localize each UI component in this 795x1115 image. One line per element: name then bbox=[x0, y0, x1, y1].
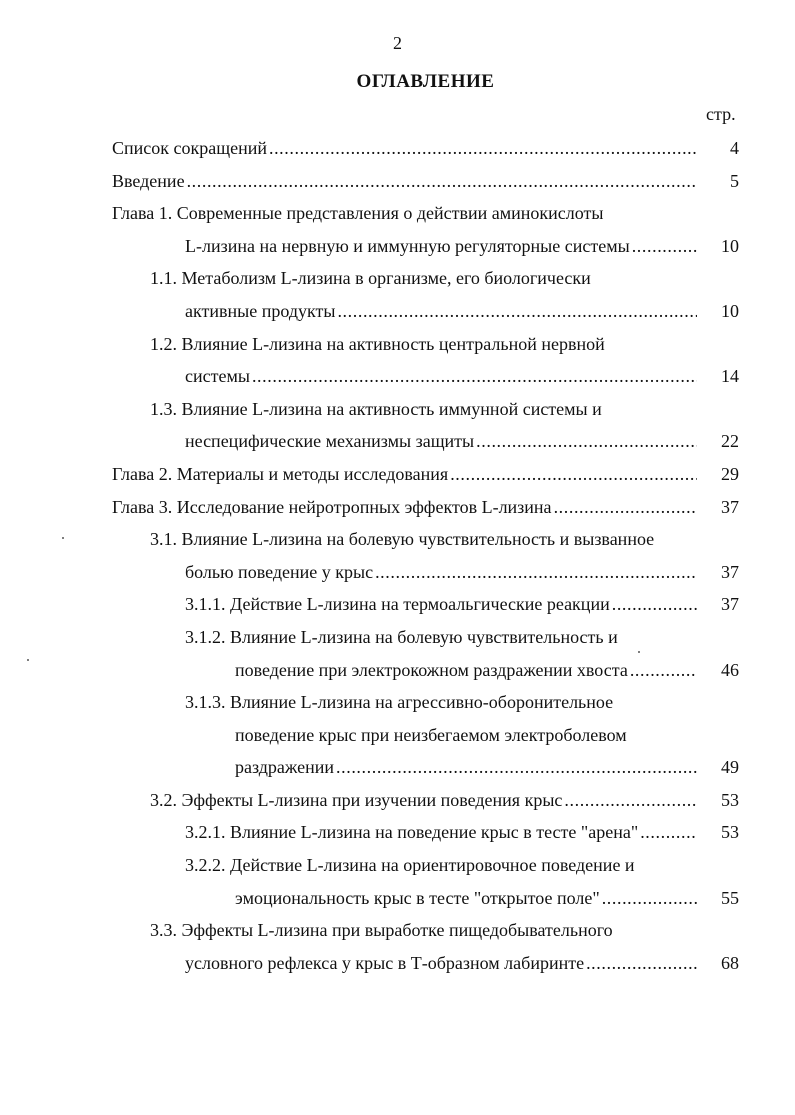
toc-entry-text: 3.1.3. Влияние L-лизина на агрессивно-оборонительное bbox=[185, 692, 614, 713]
toc-entry-line bbox=[185, 686, 795, 719]
dot-leader bbox=[269, 132, 697, 165]
toc-entry-line bbox=[150, 262, 795, 295]
dot-leader bbox=[450, 458, 697, 491]
toc-entry bbox=[0, 849, 795, 914]
toc-entry-final-line bbox=[185, 947, 697, 980]
toc-entry-text: 1.1. Метаболизм L-лизина в организме, его биологически bbox=[150, 268, 591, 289]
toc-entry-final-line bbox=[112, 491, 697, 524]
dot-leader bbox=[554, 491, 697, 524]
toc-entry-text: 3.3. Эффекты L-лизина при выработке пищедобывательного bbox=[150, 920, 613, 941]
dot-leader bbox=[602, 882, 697, 915]
toc-entry-final-line bbox=[185, 295, 697, 328]
toc-entry-final-line bbox=[235, 882, 697, 915]
toc-entry-line bbox=[150, 523, 795, 556]
dot-leader bbox=[187, 165, 697, 198]
dot-leader bbox=[336, 751, 697, 784]
toc-entry-final-line bbox=[235, 751, 697, 784]
toc-entry-text: L-лизина на нервную и иммунную регуляторные системы bbox=[185, 235, 630, 256]
dot-leader bbox=[612, 588, 697, 621]
toc-page-number: 53 bbox=[721, 789, 739, 810]
toc-page-number: 14 bbox=[721, 366, 739, 387]
toc-entry-text: 3.1. Влияние L-лизина на болевую чувствительность и вызванное bbox=[150, 529, 655, 550]
toc-page-number: 49 bbox=[721, 757, 739, 778]
scan-speck bbox=[62, 537, 64, 539]
toc-entry-final-line bbox=[185, 360, 697, 393]
toc-entry bbox=[0, 197, 795, 262]
toc-entry-final-line bbox=[185, 425, 697, 458]
scan-speck bbox=[638, 651, 640, 653]
dot-leader bbox=[337, 295, 697, 328]
toc-entry-final-line bbox=[112, 132, 697, 165]
toc-entry-text: Глава 2. Материалы и методы исследования bbox=[112, 463, 449, 484]
toc-entry-text: системы bbox=[185, 366, 250, 387]
toc-entry-text: раздражении bbox=[235, 757, 335, 778]
toc-entry bbox=[0, 165, 795, 198]
toc-entry bbox=[0, 816, 795, 849]
toc-page-number: 53 bbox=[721, 822, 739, 843]
toc-page-number: 29 bbox=[721, 463, 739, 484]
toc-entry-text: поведение при электрокожном раздражении хвоста bbox=[235, 659, 628, 680]
toc-entry-text: Введение bbox=[112, 170, 185, 191]
toc-entry-line bbox=[185, 621, 795, 654]
toc-entry bbox=[0, 621, 795, 686]
dot-leader bbox=[640, 816, 697, 849]
toc-entry bbox=[0, 328, 795, 393]
toc-entry-final-line bbox=[235, 654, 697, 687]
toc-entry bbox=[0, 393, 795, 458]
toc-entry-line bbox=[185, 849, 795, 882]
toc-entry bbox=[0, 523, 795, 588]
toc-entry-final-line bbox=[112, 165, 697, 198]
toc-entry-line bbox=[150, 393, 795, 426]
toc-entry-line bbox=[112, 197, 795, 230]
toc-entry-text: 3.1.1. Действие L-лизина на термоальгические реакции bbox=[185, 594, 610, 615]
toc-page-number: 4 bbox=[730, 138, 739, 158]
toc-entry-final-line bbox=[185, 816, 697, 849]
toc-page-number: 37 bbox=[721, 594, 739, 615]
toc-page-number: 10 bbox=[721, 235, 739, 256]
pages-column-label: стр. bbox=[706, 104, 736, 124]
dot-leader bbox=[632, 230, 697, 263]
toc-entry-text: болью поведение у крыс bbox=[185, 561, 374, 582]
toc-page-number: 37 bbox=[721, 561, 739, 582]
toc-entry-line bbox=[150, 328, 795, 361]
toc-entry-text: Глава 3. Исследование нейротропных эффектов L-лизина bbox=[112, 496, 552, 517]
toc-entry-text: эмоциональность крыс в тесте "открытое поле" bbox=[235, 887, 600, 908]
dot-leader bbox=[252, 360, 697, 393]
toc-entry bbox=[0, 588, 795, 621]
toc-entry-text: неспецифические механизмы защиты bbox=[185, 431, 475, 452]
toc-entry bbox=[0, 784, 795, 817]
toc-page-number: 10 bbox=[721, 300, 739, 321]
page-number: 2 bbox=[393, 33, 402, 53]
toc-entry-text: Список сокращений bbox=[112, 138, 267, 158]
toc-entry-line bbox=[235, 719, 795, 752]
toc-entry-text: условного рефлекса у крыс в Т-образном лабиринте bbox=[185, 952, 585, 973]
toc-page-number: 68 bbox=[721, 952, 739, 973]
toc-entry bbox=[0, 491, 795, 524]
toc-page-number: 55 bbox=[721, 887, 739, 908]
toc-entry-text: 1.3. Влияние L-лизина на активность иммунной системы и bbox=[150, 398, 602, 419]
toc-entry-text: 3.2. Эффекты L-лизина при изучении поведения крыс bbox=[150, 789, 563, 810]
page-title: ОГЛАВЛЕНИЕ bbox=[356, 71, 495, 92]
toc-entry-final-line bbox=[185, 556, 697, 589]
dot-leader bbox=[630, 654, 697, 687]
dot-leader bbox=[564, 784, 697, 817]
toc-entry-final-line bbox=[112, 458, 697, 491]
scan-speck bbox=[27, 659, 29, 661]
toc-entry-text: 3.2.2. Действие L-лизина на ориентировочное поведение и bbox=[185, 855, 635, 876]
table-of-contents bbox=[0, 132, 795, 979]
toc-entry-text: Глава 1. Современные представления о действии аминокислоты bbox=[112, 203, 604, 224]
toc-page-number: 37 bbox=[721, 496, 739, 517]
toc-entry-text: 1.2. Влияние L-лизина на активность центральной нервной bbox=[150, 333, 605, 354]
toc-entry bbox=[0, 914, 795, 979]
toc-entry-text: 3.2.1. Влияние L-лизина на поведение крыс в тесте "арена" bbox=[185, 822, 639, 843]
toc-entry bbox=[0, 458, 795, 491]
toc-entry-final-line bbox=[185, 230, 697, 263]
toc-entry bbox=[0, 686, 795, 784]
dot-leader bbox=[375, 556, 697, 589]
toc-page-number: 22 bbox=[721, 431, 739, 452]
toc-page-number: 5 bbox=[730, 170, 739, 191]
toc-entry-line bbox=[150, 914, 795, 947]
toc-entry-text: активные продукты bbox=[185, 300, 336, 321]
dot-leader bbox=[586, 947, 697, 980]
toc-page-number: 46 bbox=[721, 659, 739, 680]
toc-entry-text: поведение крыс при неизбегаемом электроболевом bbox=[235, 724, 627, 745]
toc-entry bbox=[0, 262, 795, 327]
toc-entry-text: 3.1.2. Влияние L-лизина на болевую чувствительность и bbox=[185, 626, 618, 647]
toc-entry-final-line bbox=[150, 784, 697, 817]
toc-entry bbox=[0, 132, 795, 165]
dot-leader bbox=[476, 425, 697, 458]
toc-entry-final-line bbox=[185, 588, 697, 621]
